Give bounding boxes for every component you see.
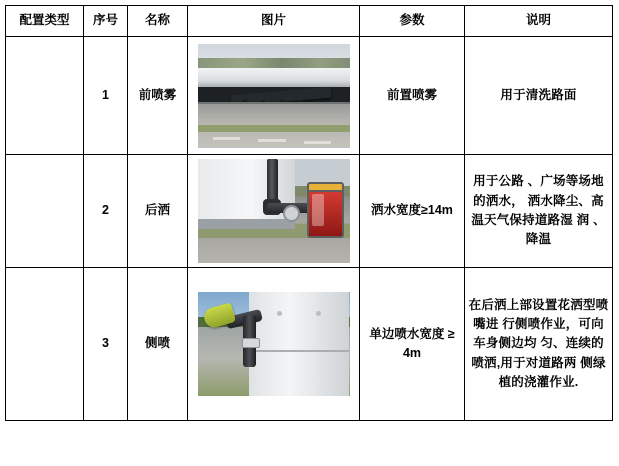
document-page	[0, 5, 619, 466]
photo-valve	[283, 205, 300, 222]
cell-image	[188, 268, 360, 421]
column-header-index: 序号	[84, 6, 128, 37]
table-row	[6, 155, 613, 268]
photo-bolt	[277, 311, 282, 316]
truck-front-spray-bar-photo	[198, 44, 350, 148]
photo-road-marking	[304, 141, 331, 144]
table-header	[6, 6, 613, 37]
column-header-param: 参数	[360, 6, 465, 37]
cell-description: 用于公路 、广场等场地的洒水， 洒水降尘、高温天气保持道路湿 润 、降温	[465, 155, 613, 268]
cell-name: 前喷雾	[128, 37, 188, 155]
cell-index: 1	[84, 37, 128, 155]
cell-description: 用于清洗路面	[465, 37, 613, 155]
cell-index: 2	[84, 155, 128, 268]
cell-param-line2: 4m	[402, 346, 422, 360]
photo-body-lower-edge	[198, 219, 295, 228]
photo-panel-seam	[249, 350, 349, 352]
cell-param: 洒水宽度≥14m	[360, 155, 465, 268]
table-header-row	[6, 6, 613, 37]
cell-name: 后洒	[128, 155, 188, 268]
photo-truck-body	[198, 159, 295, 223]
table-row	[6, 37, 613, 155]
photo-road-marking	[258, 139, 285, 142]
photo-grass-strip	[198, 125, 350, 132]
cell-config-type	[6, 155, 84, 268]
column-header-image: 图片	[188, 6, 360, 37]
cell-image	[188, 155, 360, 268]
cell-param-line1: 单边喷水宽度 ≥	[369, 326, 455, 341]
photo-bolt	[316, 311, 321, 316]
cell-description: 在后洒上部设置花洒型喷嘴进 行侧喷作业，可向车身侧边均 匀、连续的喷洒,用于对道路两 侧绿植的浇灌作业.	[465, 268, 613, 421]
truck-rear-sprinkler-photo	[198, 159, 350, 263]
cell-config-type	[6, 37, 84, 155]
cell-param: 前置喷雾	[360, 37, 465, 155]
table-body	[6, 37, 613, 421]
photo-truck-side-panel	[249, 292, 349, 396]
cell-name: 侧喷	[128, 268, 188, 421]
truck-side-spray-nozzle-photo	[198, 292, 350, 396]
photo-pipe-clamp	[242, 338, 260, 348]
table-row	[6, 268, 613, 421]
cell-param	[360, 268, 465, 421]
column-header-description: 说明	[465, 6, 613, 37]
cell-image	[188, 37, 360, 155]
column-header-name: 名称	[128, 6, 188, 37]
column-header-config-type: 配置类型	[6, 6, 84, 37]
cell-index: 3	[84, 268, 128, 421]
photo-tail-light-highlight	[312, 194, 324, 225]
cell-config-type	[6, 268, 84, 421]
specification-table	[5, 5, 613, 421]
photo-road-marking	[213, 137, 240, 140]
